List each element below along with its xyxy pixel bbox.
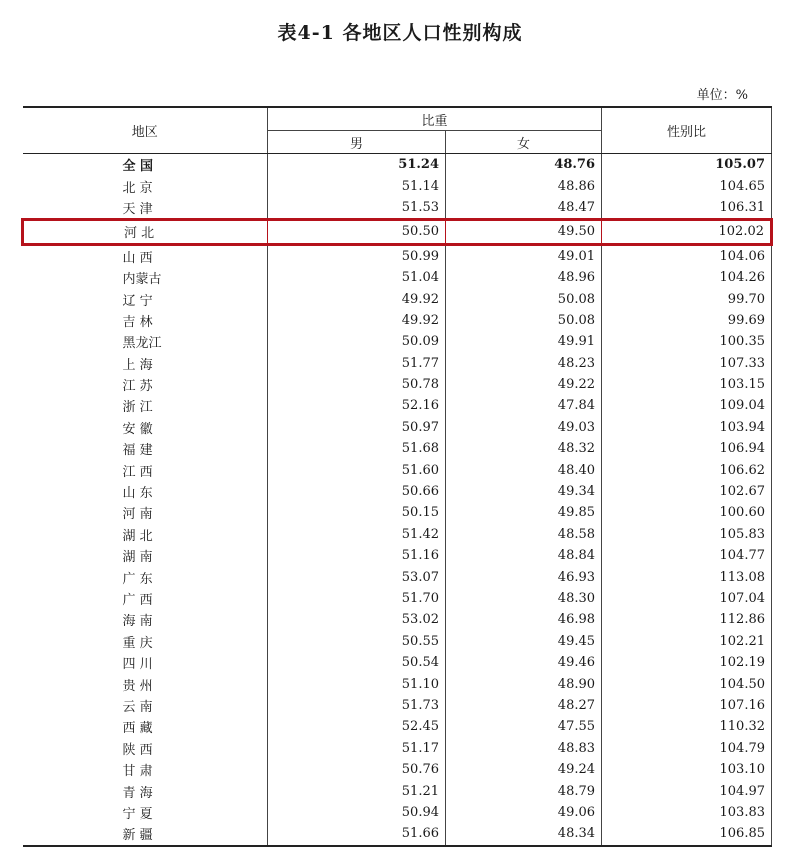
region-cell: 重 庆	[122, 635, 153, 651]
male-cell: 52.45	[268, 716, 446, 737]
region-cell: 宁 夏	[122, 806, 153, 822]
table-row	[23, 716, 772, 737]
region-cell: 山 东	[122, 486, 153, 502]
table-body	[23, 154, 772, 846]
region-cell: 陕 西	[122, 742, 153, 758]
table-row	[23, 267, 772, 288]
sex-ratio-cell: 102.19	[602, 652, 772, 673]
female-cell: 48.30	[446, 588, 602, 609]
region-cell: 甘 肃	[122, 764, 153, 780]
male-cell: 51.24	[268, 154, 446, 176]
male-cell: 53.07	[268, 566, 446, 587]
male-cell: 51.66	[268, 823, 446, 845]
region-cell: 内蒙古	[122, 272, 162, 288]
sex-ratio-cell: 104.06	[602, 244, 772, 267]
male-cell: 51.21	[268, 780, 446, 801]
sex-ratio-cell: 102.21	[602, 631, 772, 652]
male-cell: 51.53	[268, 197, 446, 220]
region-cell: 北 京	[122, 180, 153, 196]
table-row	[23, 417, 772, 438]
table-row	[23, 374, 772, 395]
table-row	[23, 331, 772, 352]
male-cell: 51.10	[268, 673, 446, 694]
male-cell: 50.55	[268, 631, 446, 652]
table-row-highlighted	[23, 220, 772, 244]
male-cell: 50.78	[268, 374, 446, 395]
female-cell: 49.34	[446, 481, 602, 502]
female-cell: 46.93	[446, 566, 602, 587]
sex-ratio-cell: 103.83	[602, 802, 772, 823]
sex-ratio-cell: 106.31	[602, 197, 772, 220]
region-cell: 全 国	[122, 159, 154, 175]
table-row	[23, 502, 772, 523]
header-region: 地区	[23, 107, 268, 154]
male-cell: 50.97	[268, 417, 446, 438]
sex-ratio-cell: 104.79	[602, 738, 772, 759]
sex-ratio-cell: 104.65	[602, 175, 772, 196]
male-cell: 51.14	[268, 175, 446, 196]
region-cell: 福 建	[122, 443, 153, 459]
female-cell: 48.90	[446, 673, 602, 694]
sex-ratio-cell: 104.77	[602, 545, 772, 566]
male-cell: 51.73	[268, 695, 446, 716]
sex-ratio-cell: 104.97	[602, 780, 772, 801]
female-cell: 48.83	[446, 738, 602, 759]
table-row	[23, 802, 772, 823]
male-cell: 51.16	[268, 545, 446, 566]
male-cell: 52.16	[268, 395, 446, 416]
table-row	[23, 566, 772, 587]
header-sex-ratio: 性别比	[602, 107, 772, 154]
region-cell: 天 津	[122, 201, 153, 217]
table-row	[23, 759, 772, 780]
male-cell: 50.54	[268, 652, 446, 673]
male-cell: 51.17	[268, 738, 446, 759]
male-cell: 50.94	[268, 802, 446, 823]
female-cell: 49.45	[446, 631, 602, 652]
sex-ratio-cell: 110.32	[602, 716, 772, 737]
male-cell: 50.15	[268, 502, 446, 523]
sex-ratio-cell: 103.15	[602, 374, 772, 395]
male-cell: 51.77	[268, 353, 446, 374]
region-cell: 河 北	[23, 220, 268, 244]
sex-ratio-cell: 104.50	[602, 673, 772, 694]
sex-ratio-cell: 107.16	[602, 695, 772, 716]
region-cell: 西 藏	[122, 721, 153, 737]
female-cell: 48.23	[446, 353, 602, 374]
region-cell: 黑龙江	[122, 336, 162, 352]
region-cell: 湖 南	[122, 550, 153, 566]
female-cell: 48.40	[446, 459, 602, 480]
table-row	[23, 609, 772, 630]
sex-ratio-cell: 102.67	[602, 481, 772, 502]
female-cell: 50.08	[446, 310, 602, 331]
region-cell: 贵 州	[122, 678, 153, 694]
sex-ratio-cell: 99.69	[602, 310, 772, 331]
male-cell: 50.66	[268, 481, 446, 502]
table-row	[23, 652, 772, 673]
female-cell: 48.32	[446, 438, 602, 459]
region-cell: 湖 北	[122, 528, 153, 544]
region-cell: 云 南	[122, 699, 153, 715]
female-cell: 48.84	[446, 545, 602, 566]
male-cell: 53.02	[268, 609, 446, 630]
table-row	[23, 673, 772, 694]
sex-ratio-cell: 105.83	[602, 524, 772, 545]
sex-ratio-cell: 106.94	[602, 438, 772, 459]
table-row	[23, 395, 772, 416]
sex-ratio-cell: 109.04	[602, 395, 772, 416]
region-cell: 广 东	[122, 571, 153, 587]
region-cell: 青 海	[122, 785, 153, 801]
male-cell: 49.92	[268, 288, 446, 309]
female-cell: 48.86	[446, 175, 602, 196]
table-row	[23, 481, 772, 502]
female-cell: 48.76	[446, 154, 602, 176]
sex-ratio-cell: 107.33	[602, 353, 772, 374]
table-row	[23, 631, 772, 652]
female-cell: 46.98	[446, 609, 602, 630]
table-row	[23, 438, 772, 459]
region-cell: 河 南	[122, 507, 153, 523]
sex-ratio-cell: 103.94	[602, 417, 772, 438]
population-sex-table	[21, 106, 773, 847]
female-cell: 48.34	[446, 823, 602, 845]
header-proportion: 比重	[268, 107, 602, 131]
male-cell: 49.92	[268, 310, 446, 331]
male-cell: 50.99	[268, 244, 446, 267]
male-cell: 51.04	[268, 267, 446, 288]
sex-ratio-cell: 104.26	[602, 267, 772, 288]
female-cell: 48.96	[446, 267, 602, 288]
sex-ratio-cell: 106.62	[602, 459, 772, 480]
table-row	[23, 154, 772, 176]
sex-ratio-cell: 102.02	[602, 220, 772, 244]
female-cell: 50.08	[446, 288, 602, 309]
unit-label: 单位：%	[696, 88, 748, 103]
sex-ratio-cell: 112.86	[602, 609, 772, 630]
male-cell: 51.60	[268, 459, 446, 480]
region-cell: 吉 林	[122, 314, 153, 330]
male-cell: 50.50	[268, 220, 446, 244]
sex-ratio-cell: 106.85	[602, 823, 772, 845]
table-row	[23, 459, 772, 480]
table-row	[23, 310, 772, 331]
region-cell: 辽 宁	[122, 293, 153, 309]
sex-ratio-cell: 105.07	[602, 154, 772, 176]
region-cell: 安 徽	[122, 421, 153, 437]
male-cell: 50.76	[268, 759, 446, 780]
female-cell: 49.06	[446, 802, 602, 823]
table-row	[23, 175, 772, 196]
table-row	[23, 738, 772, 759]
female-cell: 49.46	[446, 652, 602, 673]
sex-ratio-cell: 99.70	[602, 288, 772, 309]
female-cell: 49.24	[446, 759, 602, 780]
region-cell: 浙 江	[122, 400, 153, 416]
table-row	[23, 197, 772, 220]
female-cell: 49.03	[446, 417, 602, 438]
region-cell: 广 西	[122, 593, 153, 608]
region-cell: 江 苏	[122, 379, 153, 395]
male-cell: 51.42	[268, 524, 446, 545]
table-row	[23, 823, 772, 845]
sex-ratio-cell: 107.04	[602, 588, 772, 609]
female-cell: 49.22	[446, 374, 602, 395]
region-cell: 新 疆	[23, 823, 268, 845]
sex-ratio-cell: 103.10	[602, 759, 772, 780]
female-cell: 48.58	[446, 524, 602, 545]
header-female: 女	[446, 131, 602, 154]
table-row	[23, 780, 772, 801]
male-cell: 50.09	[268, 331, 446, 352]
female-cell: 48.79	[446, 780, 602, 801]
table-row	[23, 588, 772, 609]
header-male: 男	[268, 131, 446, 154]
region-cell: 山 西	[122, 250, 153, 266]
female-cell: 49.85	[446, 502, 602, 523]
table-row	[23, 288, 772, 309]
sex-ratio-cell: 100.60	[602, 502, 772, 523]
table-row	[23, 524, 772, 545]
table-title: 表4-1 各地区人口性别构成	[277, 22, 523, 44]
male-cell: 51.70	[268, 588, 446, 609]
table-row	[23, 695, 772, 716]
region-cell: 四 川	[122, 657, 153, 673]
female-cell: 49.91	[446, 331, 602, 352]
region-cell: 海 南	[122, 614, 153, 630]
female-cell: 49.01	[446, 244, 602, 267]
female-cell: 48.47	[446, 197, 602, 220]
female-cell: 47.55	[446, 716, 602, 737]
table-row	[23, 353, 772, 374]
table-row	[23, 244, 772, 267]
table-row	[23, 545, 772, 566]
male-cell: 51.68	[268, 438, 446, 459]
female-cell: 49.50	[446, 220, 602, 244]
female-cell: 48.27	[446, 695, 602, 716]
sex-ratio-cell: 113.08	[602, 566, 772, 587]
female-cell: 47.84	[446, 395, 602, 416]
table-header	[23, 107, 772, 154]
region-cell: 江 西	[122, 464, 153, 480]
region-cell: 上 海	[122, 357, 153, 373]
sex-ratio-cell: 100.35	[602, 331, 772, 352]
